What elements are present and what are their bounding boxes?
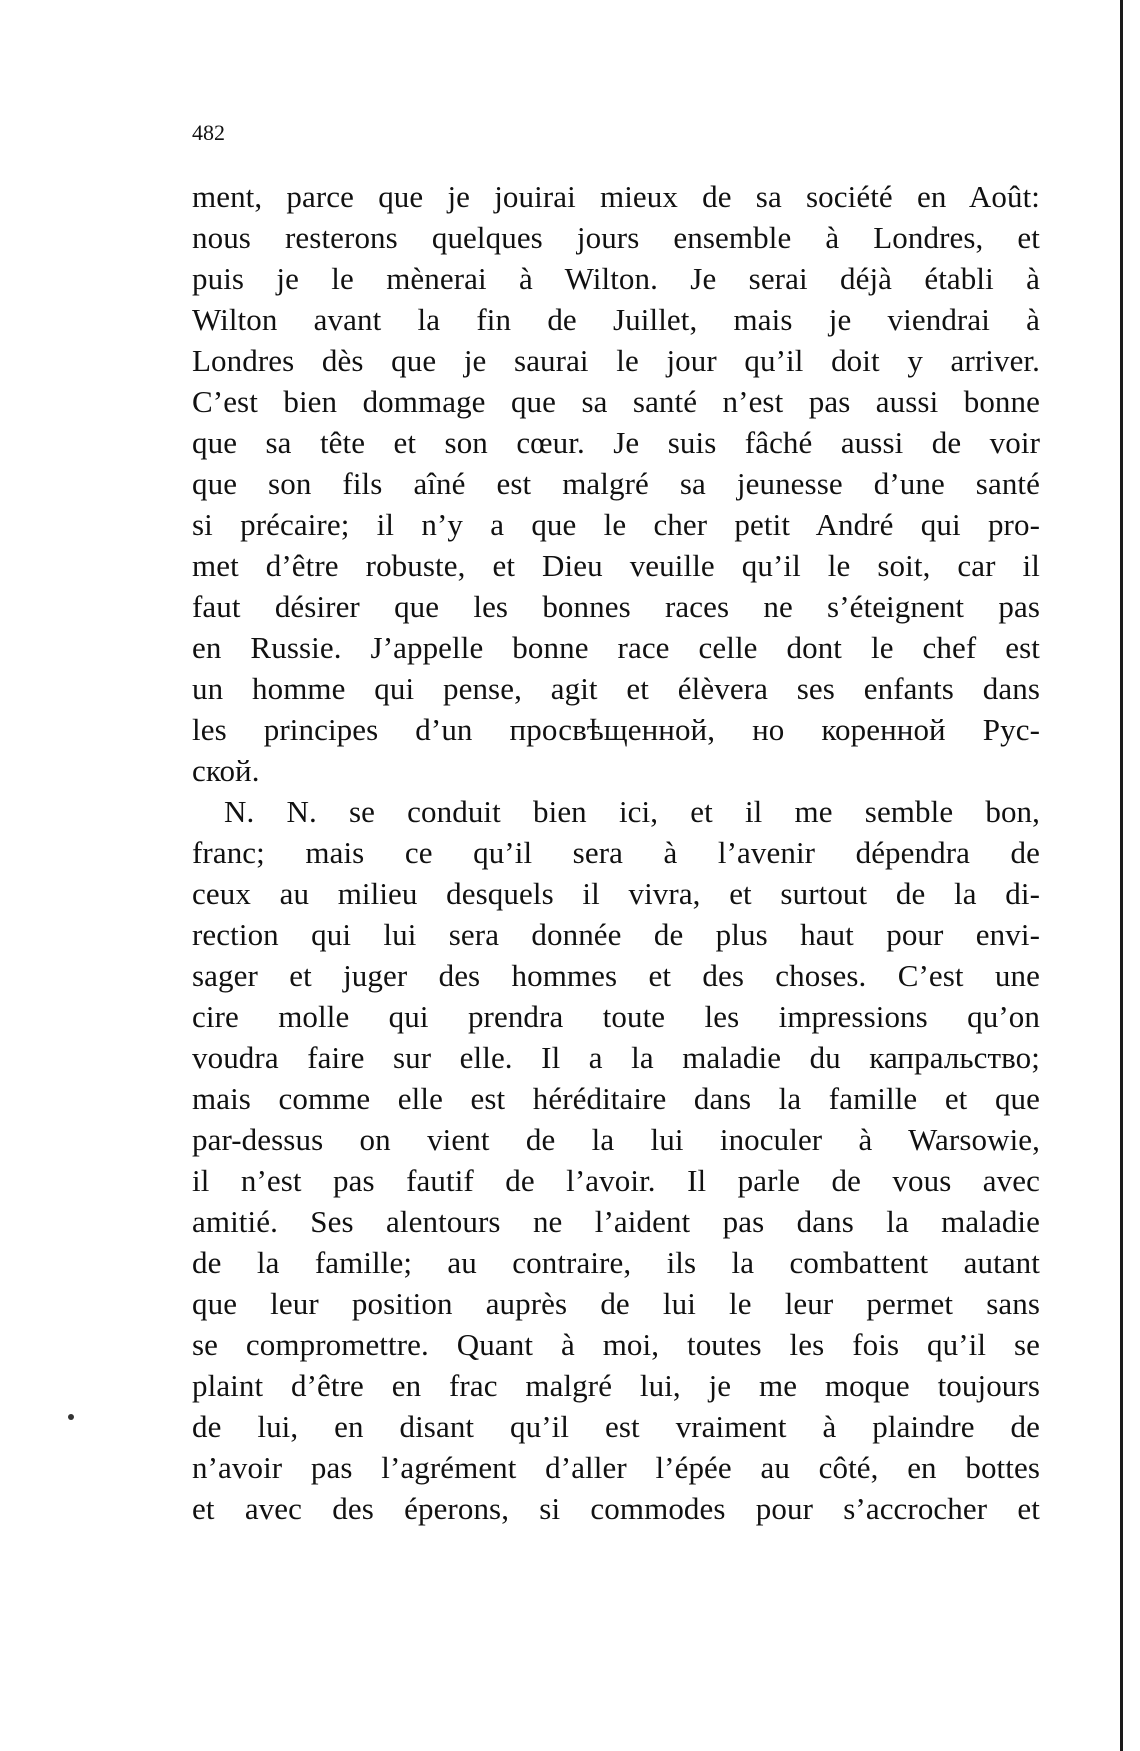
text-line: et avec des éperons, si commodes pour s’accrocher et [192, 1491, 1040, 1526]
text-line: de lui, en disant qu’il est vraiment à plaindre de [192, 1409, 1040, 1444]
text-line: faut désirer que les bonnes races ne s’éteignent pas [192, 589, 1040, 624]
text-line: mais comme elle est héréditaire dans la famille et que [192, 1081, 1040, 1116]
text-line: cire molle qui prendra toute les impressions qu’on [192, 999, 1040, 1034]
text-line: voudra faire sur elle. Il a la maladie du капральство; [192, 1040, 1040, 1075]
text-line: rection qui lui sera donnée de plus haut pour envi- [192, 917, 1040, 952]
page-edge-line [1120, 0, 1123, 1751]
text-line: sager et juger des hommes et des choses. C’est une [192, 958, 1040, 993]
text-line: de la famille; au contraire, ils la combattent autant [192, 1245, 1040, 1280]
text-line: Wilton avant la fin de Juillet, mais je viendrai à [192, 302, 1040, 337]
text-line: plaint d’être en frac malgré lui, je me moque toujours [192, 1368, 1040, 1403]
paragraph-start-line: N. N. se conduit bien ici, et il me semble bon, [224, 794, 1040, 829]
text-line: C’est bien dommage que sa santé n’est pas aussi bonne [192, 384, 1040, 419]
scan-speck [68, 1414, 74, 1420]
text-line: amitié. Ses alentours ne l’aident pas dans la maladie [192, 1204, 1040, 1239]
text-line: en Russie. J’appelle bonne race celle dont le chef est [192, 630, 1040, 665]
text-line: il n’est pas fautif de l’avoir. Il parle de vous avec [192, 1163, 1040, 1198]
text-line: les principes d’un просвѣщенной, но коренной Рус- [192, 712, 1040, 747]
text-line: ceux au milieu desquels il vivra, et surtout de la di- [192, 876, 1040, 911]
text-line: Londres dès que je saurai le jour qu’il doit y arriver. [192, 343, 1040, 378]
text-line: met d’être robuste, et Dieu veuille qu’il le soit, car il [192, 548, 1040, 583]
page-number: 482 [192, 120, 225, 145]
text-line: un homme qui pense, agit et élèvera ses enfants dans [192, 671, 1040, 706]
text-line: se compromettre. Quant à moi, toutes les fois qu’il se [192, 1327, 1040, 1362]
text-line: que sa tête et son cœur. Je suis fâché aussi de voir [192, 425, 1040, 460]
text-line: franc; mais ce qu’il sera à l’avenir dépendra de [192, 835, 1040, 870]
text-line: puis je le mènerai à Wilton. Je serai déjà établi à [192, 261, 1040, 296]
text-line: ской. [192, 753, 260, 788]
text-line: que son fils aîné est malgré sa jeunesse d’une santé [192, 466, 1040, 501]
text-line: n’avoir pas l’agrément d’aller l’épée au côté, en bottes [192, 1450, 1040, 1485]
text-line: si précaire; il n’y a que le cher petit André qui pro- [192, 507, 1040, 542]
text-line: par-dessus on vient de la lui inoculer à Warsowie, [192, 1122, 1040, 1157]
page-text [192, 176, 1040, 1529]
text-line: ment, parce que je jouirai mieux de sa société en Août: [192, 179, 1040, 214]
text-line: nous resterons quelques jours ensemble à Londres, et [192, 220, 1040, 255]
text-line: que leur position auprès de lui le leur permet sans [192, 1286, 1040, 1321]
